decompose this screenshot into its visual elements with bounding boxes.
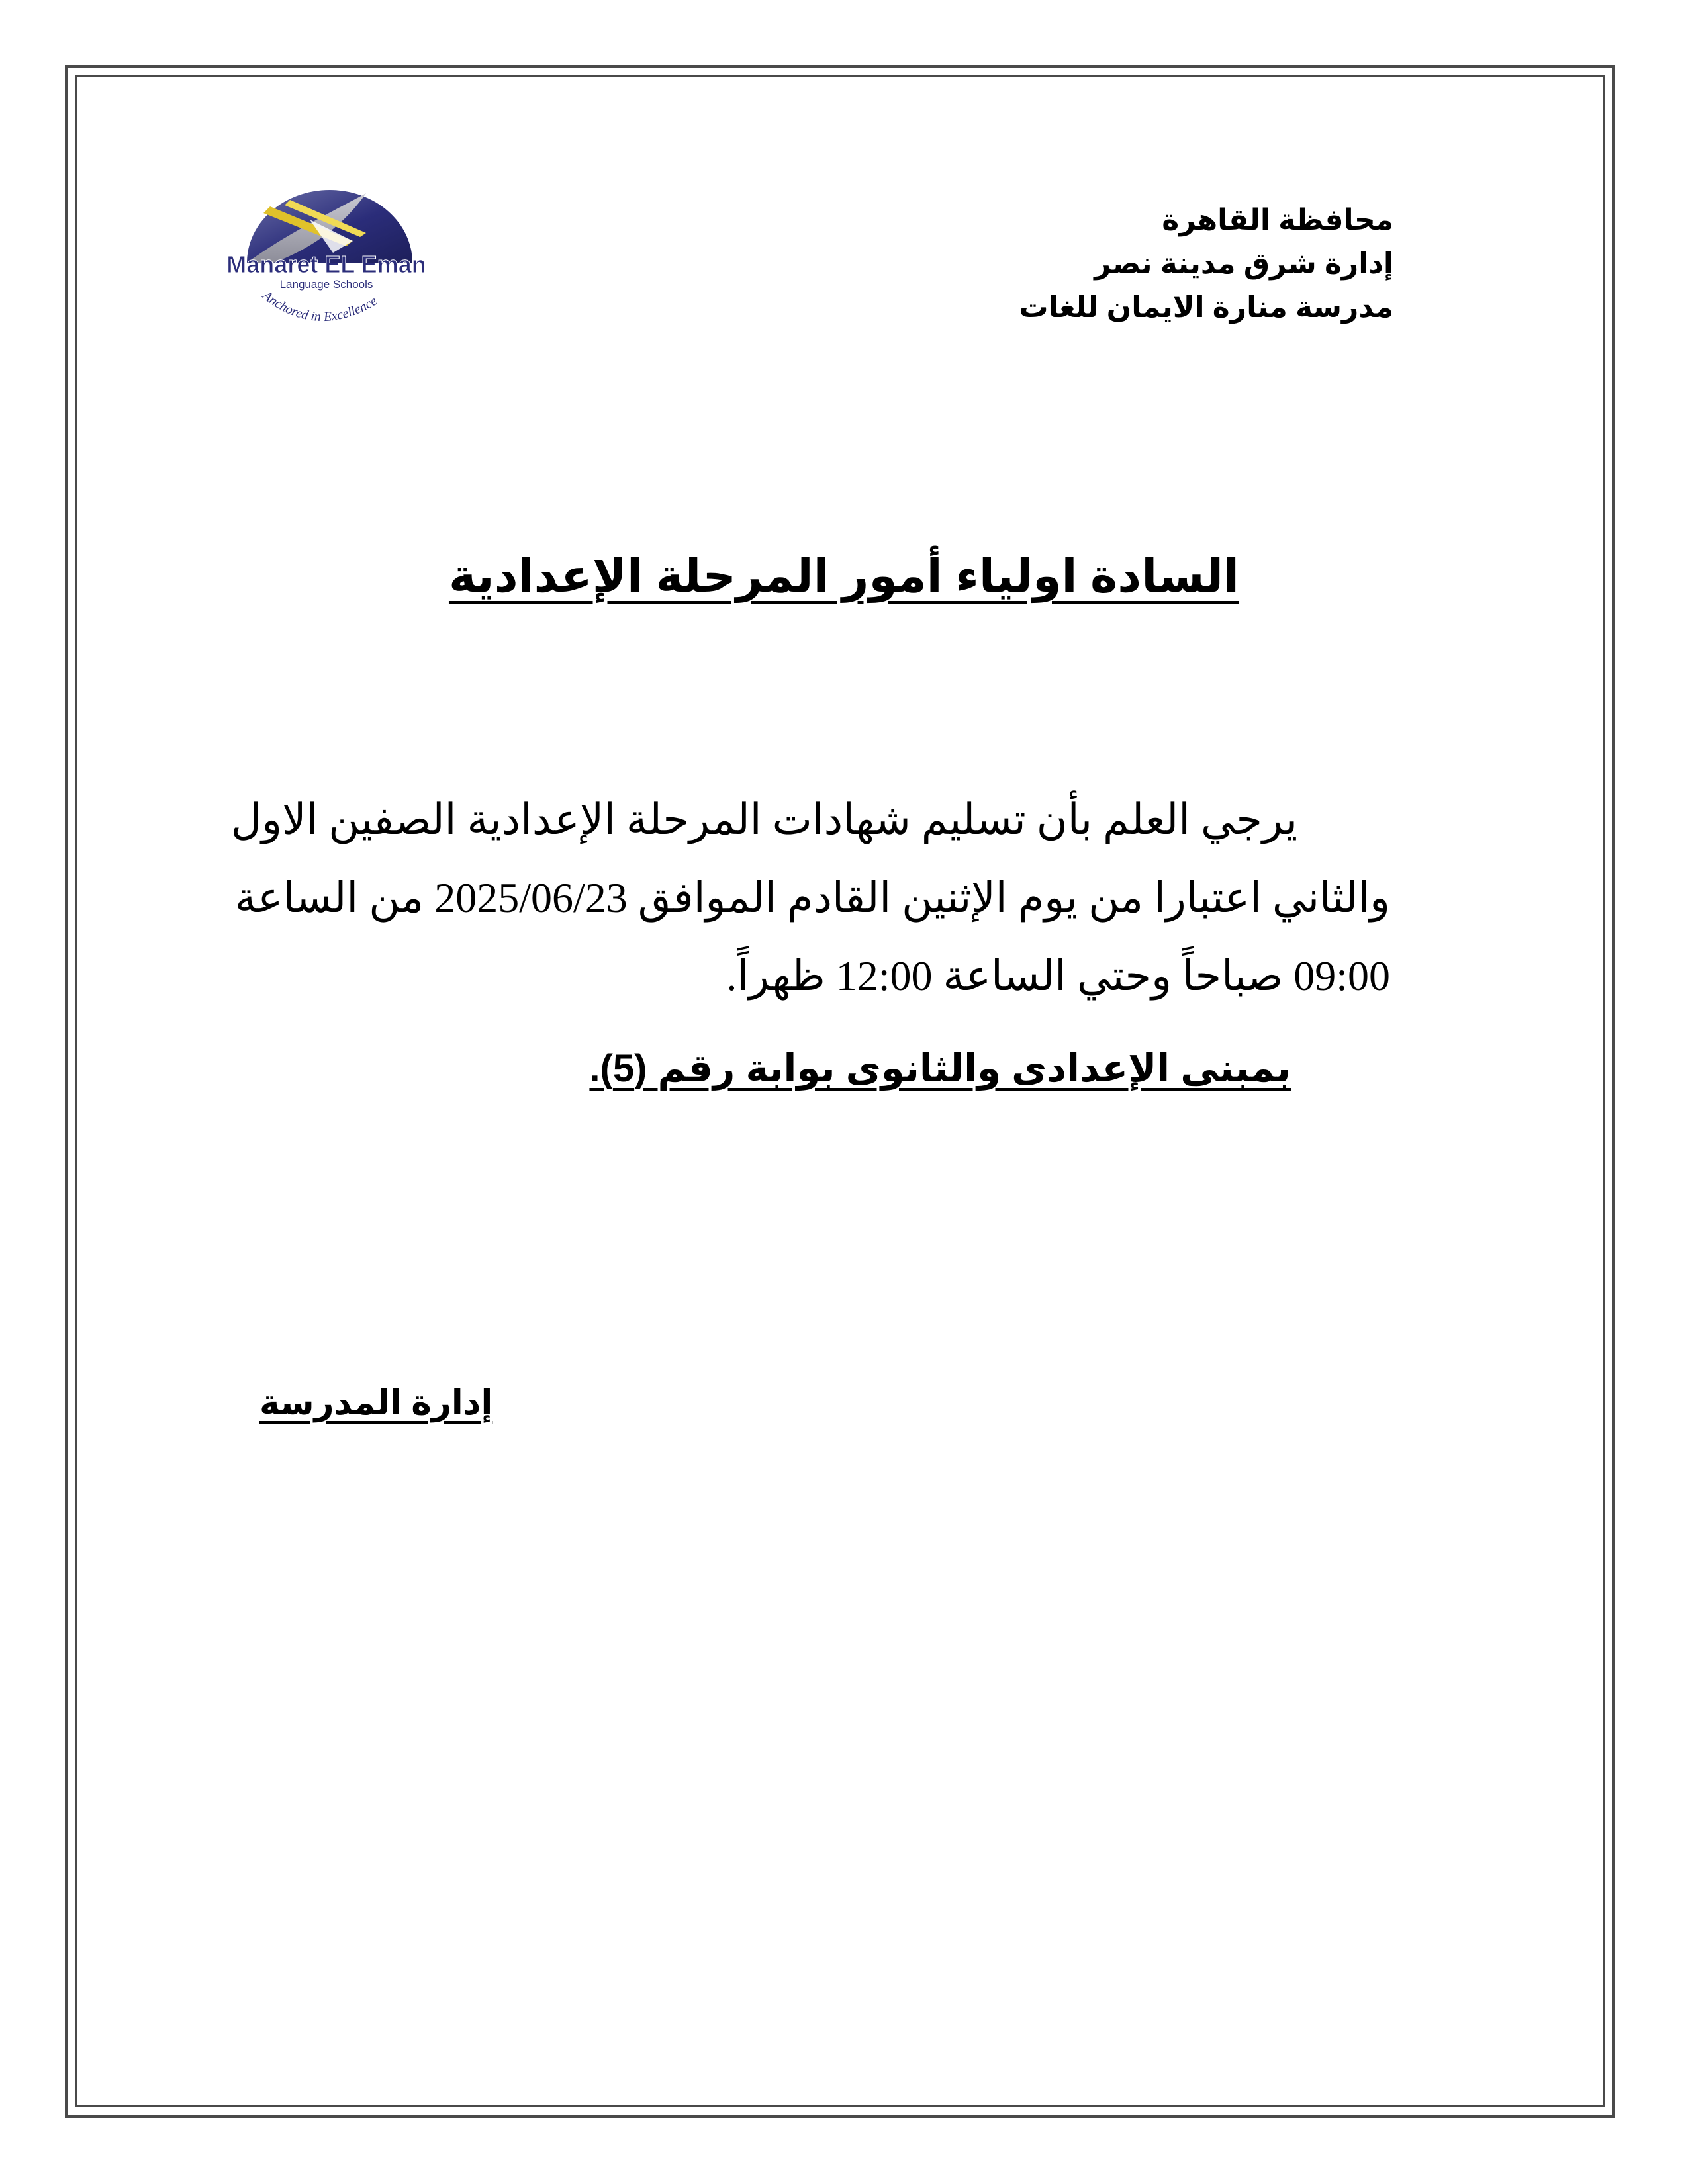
body-line-1: يرجي العلم بأن تسليم شهادات المرحلة الإعدادية الصفين الاول [230,796,1297,843]
building-location-text: بمبنى الإعدادى والثانوى بوابة رقم (5). [589,1047,1291,1090]
body-line-3: 09:00 صباحاً وحتي الساعة 12:00 ظهراً. [726,952,1390,999]
school-logo [211,180,436,352]
building-location [589,1042,1291,1095]
logo-tagline: Anchored in Excellence [259,288,380,325]
signature-text: إدارة المدرسة [259,1384,493,1422]
logo-subtitle: Language Schools [279,278,373,291]
school-name-line: مدرسة منارة الايمان للغات [1019,291,1393,324]
notice-title [0,543,1688,609]
svg-text:Anchored in Excellence [259,287,379,324]
administration-line: إدارة شرق مدينة نصر [1094,248,1393,280]
signature [259,1377,492,1430]
notice-title-text: السادة اولياء أمور المرحلة الإعدادية [448,550,1240,602]
notice-body [230,781,1390,1015]
governorate-line: محافظة القاهرة [1162,204,1393,236]
body-line-2: والثاني اعتبارا من يوم الإثنين القادم الموافق 2025/06/23 من الساعة [234,874,1390,921]
letterhead [1019,199,1393,330]
logo-name: Manaret EL Eman [226,251,426,278]
